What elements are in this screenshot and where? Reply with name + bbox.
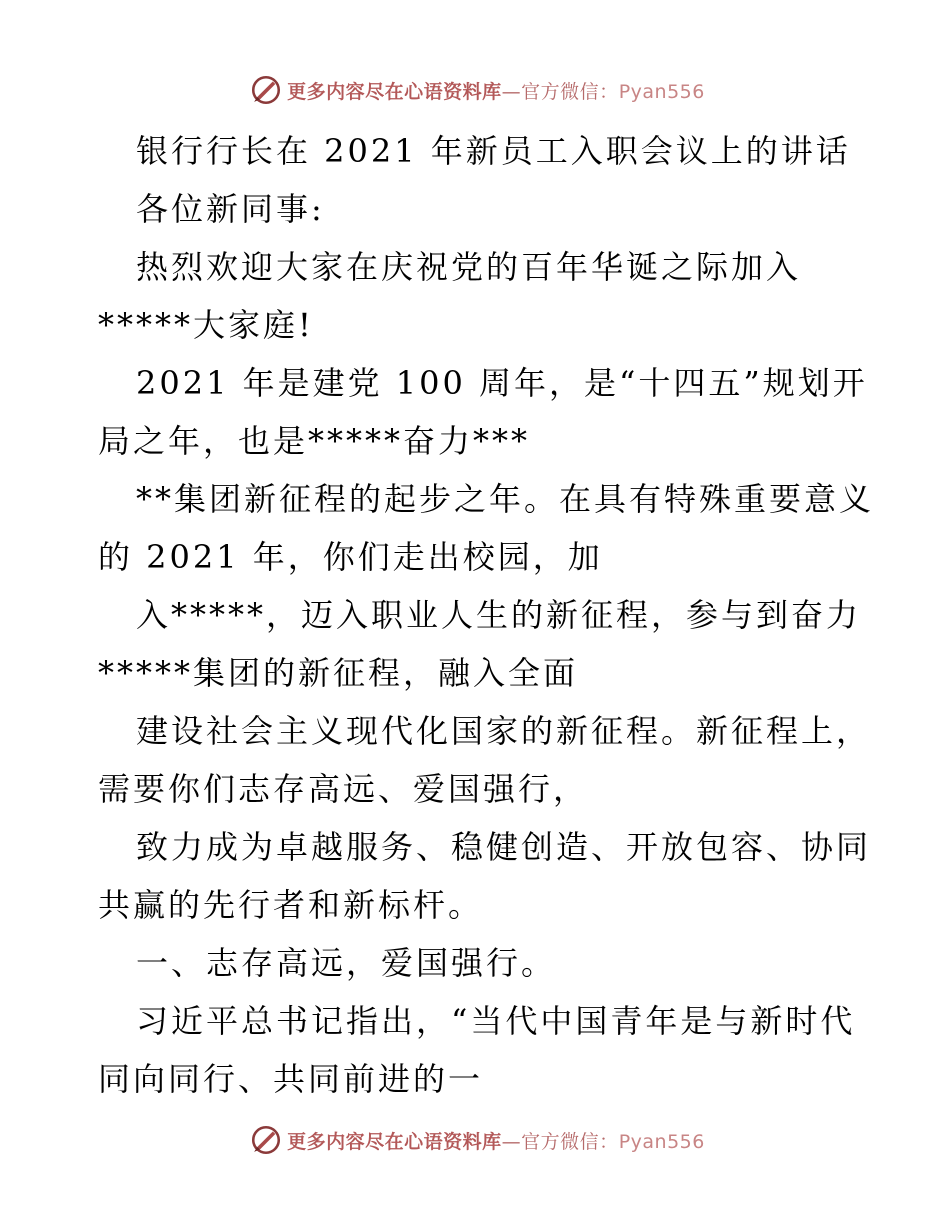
pen-logo-icon: [249, 1123, 283, 1157]
salutation: 各位新同事:: [136, 190, 325, 228]
paragraph-line: 热烈欢迎大家在庆祝党的百年华诞之际加入: [136, 248, 802, 286]
watermark-wechat-id: Pyan556: [618, 1130, 705, 1153]
header-watermark: [0, 70, 950, 110]
paragraph-line: 2021 年是建党 100 周年，是“十四五”规划开: [136, 364, 868, 402]
watermark-official: 官方微信：: [521, 80, 619, 103]
paragraph-line: 的 2021 年，你们走出校园，加: [98, 538, 603, 576]
watermark-text: [287, 77, 705, 104]
paragraph-line: 共赢的先行者和新标杆。: [98, 886, 484, 924]
watermark-separator: —: [501, 1130, 522, 1153]
paragraph-line: 建设社会主义现代化国家的新征程。新征程上，: [136, 712, 872, 750]
paragraph-line: *****集团的新征程，融入全面: [98, 654, 579, 692]
document-body: [98, 122, 875, 1108]
watermark-separator: —: [501, 80, 522, 103]
paragraph-line: *****大家庭!: [98, 306, 314, 344]
pen-logo-icon: [249, 73, 283, 107]
watermark-text: [287, 1127, 705, 1154]
footer-watermark: [0, 1120, 950, 1160]
paragraph-line: **集团新征程的起步之年。在具有特殊重要意义: [136, 480, 875, 518]
watermark-wechat-id: Pyan556: [618, 80, 705, 103]
paragraph-line: 同向同行、共同前进的一: [98, 1060, 484, 1098]
watermark-official: 官方微信：: [521, 1130, 619, 1153]
paragraph-line: 局之年，也是*****奋力***: [98, 422, 531, 460]
paragraph-line: 需要你们志存高远、爱国强行，: [98, 770, 589, 808]
paragraph-line: 入*****，迈入职业人生的新征程，参与到奋力: [136, 596, 862, 634]
paragraph-line: 致力成为卓越服务、稳健创造、开放包容、协同: [136, 828, 872, 866]
section-heading: 一、志存高远，爱国强行。: [136, 944, 557, 982]
watermark-main: 更多内容尽在心语资料库: [287, 80, 502, 103]
watermark-main: 更多内容尽在心语资料库: [287, 1130, 502, 1153]
document-title: 银行行长在 2021 年新员工入职会议上的讲话: [136, 132, 851, 170]
paragraph-line: 习近平总书记指出，“当代中国青年是与新时代: [136, 1002, 856, 1040]
